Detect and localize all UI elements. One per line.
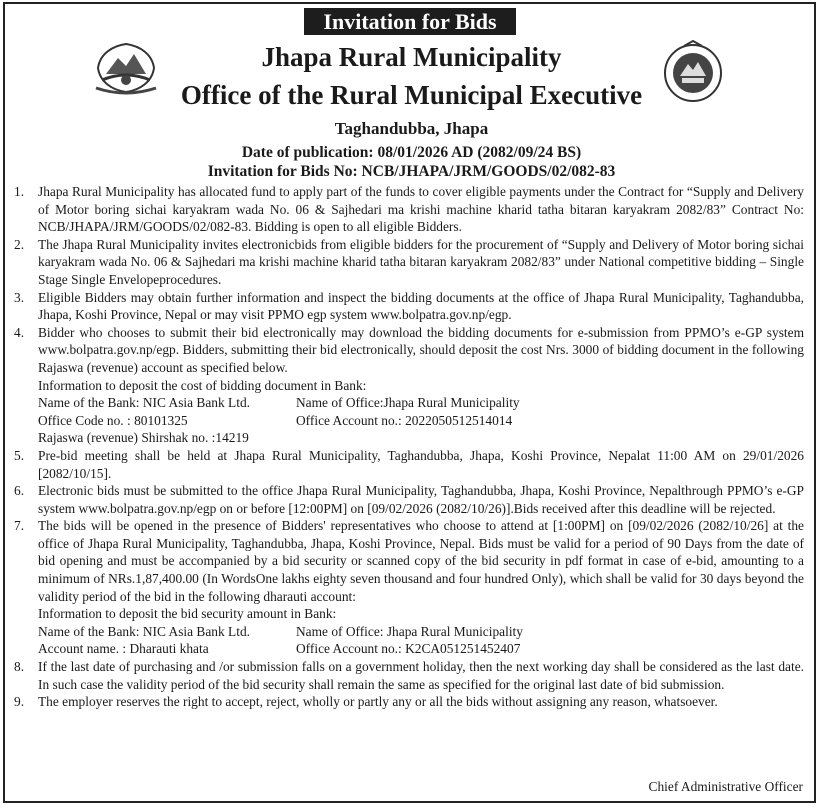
list-item: 1. Jhapa Rural Municipality has allocated fund to apply part of the funds to cover eligible payments under the Contract for “Supply and Delivery of Motor boring sichai karyakram wada No. 06 & Sajhedari ma krishi machine kharid tatha bitaran karyakram 2082/83” Contract No: NCB/JHAPA/JRM/GOODS/02/082-83. Bidding is open to all eligible Bidders. — [14, 184, 804, 235]
list-item: 6. Electronic bids must be submitted to the office Jhapa Rural Municipality, Taghandubba, Jhapa, Koshi Province, Nepalthrough PPMO’s e-GP system www.bolpatra.gov.np/egp on or before [12:00PM] on [09/02/2026 (2082/10/26)].Bids received after this deadline will be rejected. — [14, 483, 804, 516]
notice-body — [14, 183, 804, 711]
bid-number: Invitation for Bids No: NCB/JHAPA/JRM/GOODS/02/082-83 — [207, 163, 616, 180]
list-item: 5. Pre-bid meeting shall be held at Jhapa Rural Municipality, Taghandubba, Jhapa, Koshi Province, Nepalat 11:00 AM on 29/01/2026 [2082/10/15]. — [14, 447, 804, 481]
bank-info-row: Name of the Bank: NIC Asia Bank Ltd. Name of Office:Jhapa Rural Municipality — [38, 395, 520, 411]
bank-info-row: Account name. : Dharauti khata Office Account no.: K2CA051251452407 — [38, 641, 521, 657]
signature: Chief Administrative Officer — [648, 779, 803, 794]
title-banner: Invitation for Bids — [304, 8, 516, 35]
list-item: 8. If the last date of purchasing and /or submission falls on a government holiday, then the next working day shall be considered as the last date. In such case the validity period of the bid security shall remain the same as specified for the original last date of bid submission. — [14, 659, 804, 692]
organization-name: Jhapa Rural Municipality — [261, 42, 562, 72]
office-name: Office of the Rural Municipal Executive — [180, 80, 643, 110]
bank-info-row: Office Code no. : 80101325 Office Account no.: 2022050512514014 — [38, 412, 513, 428]
list-item: 3. Eligible Bidders may obtain further information and inspect the bidding documents at the office of Jhapa Rural Municipality, Taghandubba, Jhapa, Koshi Province, Nepal or may visit PPMO egp system www.bolpatra.gov.np/egp. — [14, 289, 804, 323]
bank-info-intro: Information to deposit the cost of bidding document in Bank: — [38, 377, 367, 393]
location: Taghandubba, Jhapa — [334, 119, 489, 138]
list-item: 4. Bidder who chooses to submit their bid electronically may download the bidding documents for e-submission from PPMO’s e-GP system www.bolpatra.gov.np/egp. Bidders, submitting their bid electronically, should deposit the cost Nrs. 3000 of bidding document in the following Rajaswa (revenue) account as specified below. Information to deposit the cost of bidding document in Bank: Name of the Bank: NIC Asia Bank Ltd. Name of Office:Jhapa Rural Municipality Office Code no. : 80101325 Office Account no.: 2022050512514014 Rajaswa (revenue) Shirshak no. :14219 — [14, 324, 804, 446]
bank-info-intro: Information to deposit the bid security amount in Bank: — [38, 606, 337, 622]
list-item: 9. The employer reserves the right to accept, reject, wholly or partly any or all the bids without assigning any reason, whatsoever. — [14, 694, 718, 710]
publication-date: Date of publication: 08/01/2026 AD (2082/09/24 BS) — [241, 144, 582, 161]
bank-info-row: Name of the Bank: NIC Asia Bank Ltd. Name of Office: Jhapa Rural Municipality — [38, 623, 523, 639]
list-item: 2. The Jhapa Rural Municipality invites electronicbids from eligible bidders for the procurement of “Supply and Delivery of Motor boring sichai karyakram wada No. 06 & Sajhedari ma krishi machine kharid tatha bitaran karyakram 2082/83” under National competitive bidding – Single Stage Single Envelopeprocedures. — [14, 236, 804, 287]
list-item: 7. The bids will be opened in the presence of Bidders' representatives who choose to attend at [1:00PM] on [09/02/2026 (2082/10/26] at the office of Jhapa Rural Municipality, Taghandubba, Jhapa, Koshi Province, Nepal. Bids must be valid for a period of 90 Days from the date of bid opening and must be accompanied by a bid security or scanned copy of the bid security in pdf format in case of e-bid, amounting to a minimum of NRs.1,87,400.00 (In WordsOne lakhs eighty seven thousand and four hundred Only), which shall be valid for 30 days beyond the validity period of the bid in the following dharauti account: Information to deposit the bid security amount in Bank: Name of the Bank: NIC Asia Bank Ltd. Name of Office: Jhapa Rural Municipality Account name. : Dharauti khata Office Account no.: K2CA051251452407 — [14, 518, 804, 657]
bank-info-shirshak: Rajaswa (revenue) Shirshak no. :14219 — [38, 430, 249, 446]
